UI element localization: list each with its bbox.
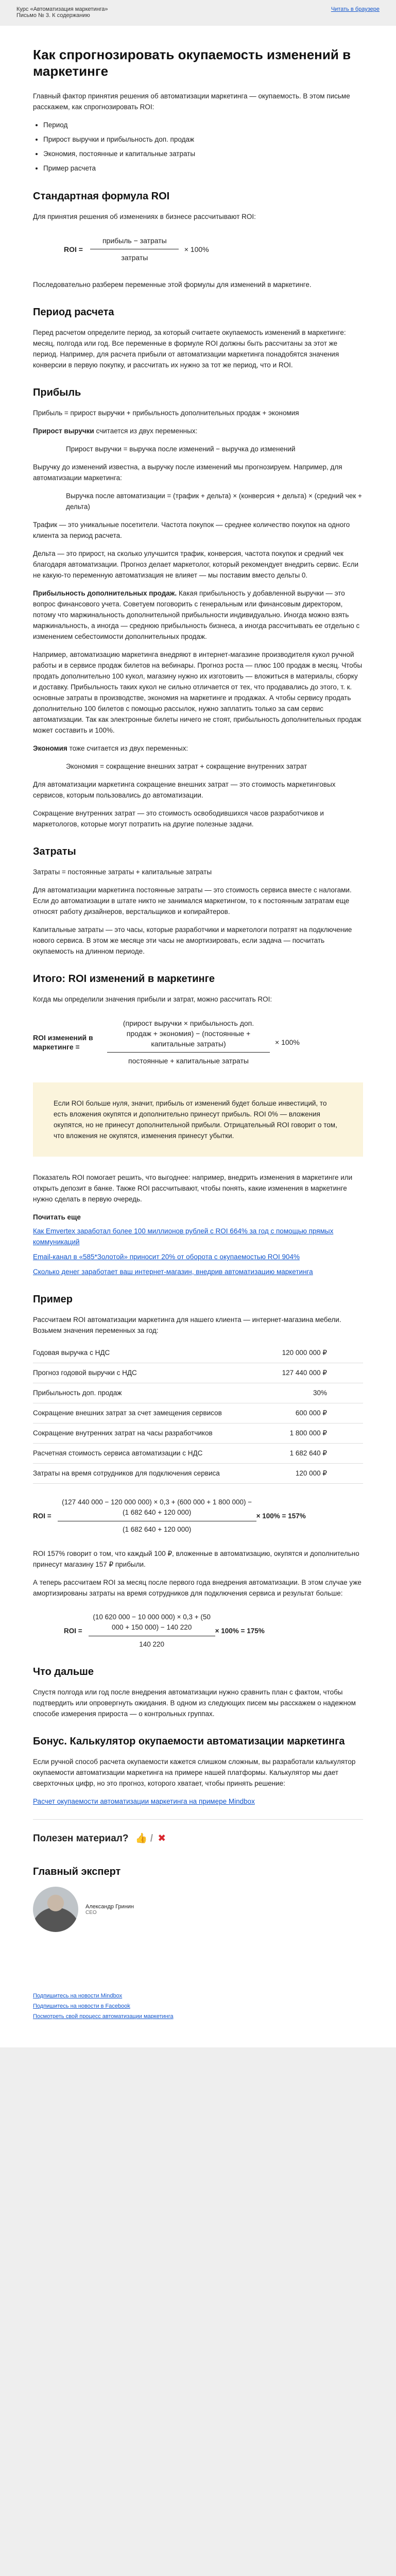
month-formula xyxy=(64,1612,363,1650)
footer-link[interactable]: Подпишитесь на новости в Facebook xyxy=(33,2003,130,2009)
revenue-before-text: Выручку до изменений известна, а выручку после изменений мы прогнозируем. Например, для автоматизации маркетинга: xyxy=(33,463,342,482)
read-link-item xyxy=(33,1251,363,1262)
read-link[interactable]: Как Emvertex заработал более 100 миллионов рублей с ROI 664% за год с помощью прямых коммуникаций xyxy=(33,1227,334,1246)
formula-denominator: затраты xyxy=(90,249,179,263)
standard-heading: Стандартная формула ROI xyxy=(33,191,170,202)
row-value: 1 800 000 ₽ xyxy=(224,1423,363,1444)
row-label: Прибыльность доп. продаж xyxy=(33,1383,224,1403)
costs-p1: Для автоматизации маркетинга постоянные затраты — это стоимость сервиса вместе с налогами. Если до автоматизации в штате никто не занимался маркетингом, то к постоянным затратам еще относят работу дизайнеров, верстальщиков и копирайтеров. xyxy=(33,886,352,916)
growth-label: Прирост выручки xyxy=(33,427,94,435)
course-info xyxy=(16,6,108,19)
toc-item: • Прирост выручки и прибыльность доп. продаж xyxy=(43,134,363,145)
expert-name: Александр Гринин xyxy=(85,1903,134,1910)
savings-text: тоже считается из двух переменных: xyxy=(67,744,188,752)
formula4-numerator: (10 620 000 − 10 000 000) × 0,3 + (50 000 + 150 000) − 140 220 xyxy=(93,1613,211,1631)
footer xyxy=(0,1980,396,2047)
feedback-separator: / xyxy=(150,1833,153,1844)
period-text: Перед расчетом определите период, за который считаете окупаемость изменений в маркетинге: месяц, полгода или год. Все переменные в формуле ROI должны быть рассчитаны за этот же период. Например, для расчета прибыли от автоматизации маркетинга понадобятся значения конверсии в первую покупку, и рассчитать их нужно за тот же период, что и ROI. xyxy=(33,329,346,369)
bonus-text: Если ручной способ расчета окупаемости кажется слишком сложным, вы разработали калькулятор окупаемости автоматизации маркетинга на примере нашей платформы. Калькулятор мы дает сверхточных цифр, но это прогноз, которого хватает, чтобы принять решение: xyxy=(33,1758,356,1787)
divider xyxy=(33,1819,363,1820)
table-row xyxy=(33,1383,363,1403)
letter-number: Письмо № 3. xyxy=(16,12,51,19)
growth-formula: Прирост выручки = выручка после изменений − выручка до изменений xyxy=(66,445,296,453)
footer-link[interactable]: Подпишитесь на новости Mindbox xyxy=(33,1993,123,1999)
expert-heading: Главный эксперт xyxy=(33,1866,121,1877)
extra-sales-paragraph xyxy=(33,588,363,642)
table-row xyxy=(33,1343,363,1363)
formula4-denominator: 140 220 xyxy=(89,1636,215,1650)
row-value: 1 682 640 ₽ xyxy=(224,1444,363,1464)
costs-p2: Капитальные затраты — это часы, которые разработчики и маркетологи потратят на подключение нового сервиса. В этом же месяце эти часы не амортизировать, если задача — посчитать окупаемость на длинном периоде. xyxy=(33,926,352,955)
savings-paragraph xyxy=(33,743,363,754)
extra-sales-label: Прибыльность дополнительных продаж. xyxy=(33,589,177,597)
next-text: Спустя полгода или год после внедрения автоматизации нужно сравнить план с фактом, чтобы подтвердить или опровергнуть ожидания. В одном из следующих писем мы расскажем о надежном способе измерения прироста — о контрольных группах. xyxy=(33,1688,356,1718)
cross-icon[interactable]: ✖ xyxy=(158,1833,166,1844)
formula2-lhs: ROI изменений в маркетинге = xyxy=(33,1033,93,1051)
savings-p2: Сокращение внутренних затрат — это стоимость освободившихся часов разработчиков и маркетологов, которые могут потратить на другие полезные задачи. xyxy=(33,809,324,828)
course-line: Курс «Автоматизация маркетинга» xyxy=(16,6,108,12)
formula2-fraction xyxy=(107,1018,270,1066)
period-heading: Период расчета xyxy=(33,307,114,318)
feedback-block xyxy=(33,1832,363,1844)
example-heading: Пример xyxy=(33,1294,73,1305)
formula3-fraction xyxy=(58,1497,256,1535)
expert-info xyxy=(85,1904,134,1916)
example-result: ROI 157% говорит о том, что каждый 100 ₽, вложенные в автоматизацию, окупятся и дополнительно принесут магазину 157 ₽ прибыли. xyxy=(33,1550,359,1568)
roi-changes-formula xyxy=(33,1018,363,1066)
savings-formula: Экономия = сокращение внешних затрат + сокращение внутренних затрат xyxy=(66,762,307,770)
footer-link[interactable]: Посмотреть свой процесс автоматизации маркетинга xyxy=(33,2013,174,2020)
row-value: 127 440 000 ₽ xyxy=(224,1363,363,1383)
table-row xyxy=(33,1444,363,1464)
row-label: Затраты на время сотрудников для подключения сервиса xyxy=(33,1464,224,1484)
thumbs-up-icon[interactable]: 👍 xyxy=(135,1833,148,1844)
read-link-item xyxy=(33,1226,363,1247)
formula4-lhs: ROI = xyxy=(64,1627,82,1635)
formula-rhs: × 100% xyxy=(184,245,209,253)
toc-item: • Экономия, постоянные и капитальные затраты xyxy=(43,148,363,160)
avatar xyxy=(33,1887,78,1932)
table-row xyxy=(33,1423,363,1444)
article-title: Как спрогнозировать окупаемость изменений в маркетинге xyxy=(33,47,351,79)
toc-item: • Период xyxy=(43,120,363,131)
savings-p1: Для автоматизации маркетинга сокращение внешних затрат — это стоимость маркетинговых сервисов, которым пользовались до автоматизации. xyxy=(33,781,336,799)
traffic-text: Трафик — это уникальные посетители. Частота покупок — среднее количество покупок на одного клиента за период расчета. xyxy=(33,521,350,539)
revenue-after-formula: Выручка после автоматизации = (трафик + дельта) × (конверсия + дельта) × (средний чек + дельта) xyxy=(66,492,362,511)
read-link[interactable]: Сколько денег заработает ваш интернет-магазин, внедрив автоматизацию маркетинга xyxy=(33,1268,313,1276)
read-link-item xyxy=(33,1266,363,1277)
feedback-question: Полезен материал? xyxy=(33,1833,129,1844)
savings-label: Экономия xyxy=(33,744,67,752)
expert-card xyxy=(33,1887,363,1932)
note-box xyxy=(33,1082,363,1157)
formula3-rhs: × 100% = 157% xyxy=(256,1512,306,1520)
after-formula-text: Последовательно разберем переменные этой формулы для изменений в маркетинге. xyxy=(33,281,312,289)
formula-lhs: ROI = xyxy=(64,245,83,253)
total-text: Когда мы определили значения прибыли и затрат, можно рассчитать ROI: xyxy=(33,995,272,1003)
letter-line xyxy=(16,12,108,19)
toc-list xyxy=(33,120,363,174)
browser-link-wrap xyxy=(331,6,380,12)
example-first-month: А теперь рассчитаем ROI за месяц после первого года внедрения автоматизации. В этом случае уже амортизированы затраты на время сотрудников для подключения сервиса и результат больше: xyxy=(33,1579,361,1597)
row-value: 120 000 ₽ xyxy=(224,1464,363,1484)
formula2-rhs: × 100% xyxy=(275,1038,300,1046)
row-label: Расчетная стоимость сервиса автоматизации с НДС xyxy=(33,1444,224,1464)
read-heading-label: Почитать еще xyxy=(33,1213,81,1221)
formula-numerator: прибыль − затраты xyxy=(102,236,167,245)
table-row xyxy=(33,1363,363,1383)
profit-formula: Прибыль = прирост выручки + прибыльность дополнительных продаж + экономия xyxy=(33,409,299,417)
toc-item: • Пример расчета xyxy=(43,163,363,174)
costs-formula: Затраты = постоянные затраты + капитальные затраты xyxy=(33,868,212,876)
top-bar xyxy=(0,0,396,26)
example-table xyxy=(33,1343,363,1484)
read-in-browser-link[interactable]: Читать в браузере xyxy=(331,6,380,12)
conclusion-text: Показатель ROI помогает решить, что выгоднее: например, внедрить изменения в маркетинге или открыть депозит в банке. Также ROI рассчитывают, чтобы понять, какие изменения в маркетинге нужно сделать в первую очередь. xyxy=(33,1174,353,1203)
table-row xyxy=(33,1403,363,1423)
expert-role: CEO xyxy=(85,1909,97,1916)
delta-text: Дельта — это прирост, на сколько улучшится трафик, конверсия, частота покупок и средний чек благодаря автоматизации. Прогноз делает маркетолог, который рекомендует внедрить сервис. Если не какую-то переменную автоматизация не влияет — мы поставим вместо дельты 0. xyxy=(33,550,359,579)
formula3-lhs: ROI = xyxy=(33,1512,51,1520)
row-value: 120 000 000 ₽ xyxy=(224,1343,363,1363)
note-text: Если ROI больше нуля, значит, прибыль от изменений будет больше инвестиций, то есть вложения окупятся и дополнительно принесут прибыль. ROI 0% — вложения окупятся, но не принесут дополнительной прибыли. Отрицательный ROI говорит о том, что вложения не окупятся, изменения принесут убытки. xyxy=(54,1099,337,1140)
formula3-numerator: (127 440 000 − 120 000 000) × 0,3 + (600 000 + 1 800 000) − (1 682 640 + 120 000) xyxy=(62,1498,252,1516)
example-text: Например, автоматизацию маркетинга внедряют в интернет-магазине производителя кукол ручной работы и в сервисе продаж билетов на вебинары. Прогноз роста — плюс 100 продаж в месяц. Чтобы продать дополнительно 100 кукол, магазину нужно их изготовить — вложиться в материалы, сборку и доставку. Прибыльность таких кукол не сильно отличается от тех, что продавались до этого, т. к. основные затраты в производстве, экономия на маркетинге и продажах. А чтобы сервису продать дополнительно 100 билетов с помощью рассылок, нужно заплатить только за сам сервис автоматизации. Так как электронные билеты ничего не стоят, прибыльность дополнительных продаж может составить и 100%. xyxy=(33,651,363,734)
growth-paragraph xyxy=(33,426,363,436)
total-heading: Итого: ROI изменений в маркетинге xyxy=(33,973,215,985)
next-heading: Что дальше xyxy=(33,1666,94,1677)
formula2-denominator: постоянные + капитальные затраты xyxy=(107,1052,270,1066)
read-link[interactable]: Email-канал в «585*Золотой» приносит 20% от оборота с окупаемостью ROI 904% xyxy=(33,1253,300,1261)
profit-heading: Прибыль xyxy=(33,387,81,398)
row-value: 600 000 ₽ xyxy=(224,1403,363,1423)
costs-heading: Затраты xyxy=(33,846,76,857)
example-intro: Рассчитаем ROI автоматизации маркетинга для нашего клиента — интернет-магазина мебели. Возьмем значения переменных за год: xyxy=(33,1316,341,1334)
row-label: Прогноз годовой выручки с НДС xyxy=(33,1363,224,1383)
formula4-rhs: × 100% = 175% xyxy=(215,1627,265,1635)
roi-formula xyxy=(64,235,363,263)
article xyxy=(0,26,396,1980)
row-label: Сокращение внутренних затрат на часы разработчиков xyxy=(33,1423,224,1444)
standard-text: Для принятия решения об изменениях в бизнесе рассчитывают ROI: xyxy=(33,213,256,221)
bonus-link[interactable]: Расчет окупаемости автоматизации маркетинга на примере Mindbox xyxy=(33,1798,255,1805)
example-formula xyxy=(33,1497,363,1535)
table-row xyxy=(33,1464,363,1484)
growth-text: считается из двух переменных: xyxy=(94,427,198,435)
formula3-denominator: (1 682 640 + 120 000) xyxy=(58,1521,256,1535)
intro-paragraph: Главный фактор принятия решения об автоматизации маркетинга — окупаемость. В этом письме расскажем, как спрогнозировать ROI: xyxy=(33,92,350,111)
bonus-link-wrap xyxy=(33,1796,363,1807)
read-heading xyxy=(33,1212,363,1223)
formula2-numerator: (прирост выручки × прибыльность доп. продаж + экономия) − (постоянные + капитальные затраты) xyxy=(123,1019,254,1048)
row-value: 30% xyxy=(224,1383,363,1403)
row-label: Годовая выручка с НДС xyxy=(33,1343,224,1363)
extra-sales-text: Какая прибыльность у добавленной выручки — это вопрос финансового учета. Советуем поговорить с генеральным или финансовым директором, потому что маржинальность дополнительной прибыльности индивидуально. Иногда можно взять маржинальность, а иногда — среднюю прибыльность бизнеса, а иногда рассчитывать ее отдельно с изменением себестоимости дополнительных продаж. xyxy=(33,589,360,640)
bonus-heading: Бонус. Калькулятор окупаемости автоматизации маркетинга xyxy=(33,1736,345,1747)
row-label: Сокращение внешних затрат за счет замещения сервисов xyxy=(33,1403,224,1423)
formula-fraction xyxy=(90,235,179,263)
formula4-fraction xyxy=(89,1612,215,1650)
contents-link[interactable]: К содержанию xyxy=(52,12,90,19)
